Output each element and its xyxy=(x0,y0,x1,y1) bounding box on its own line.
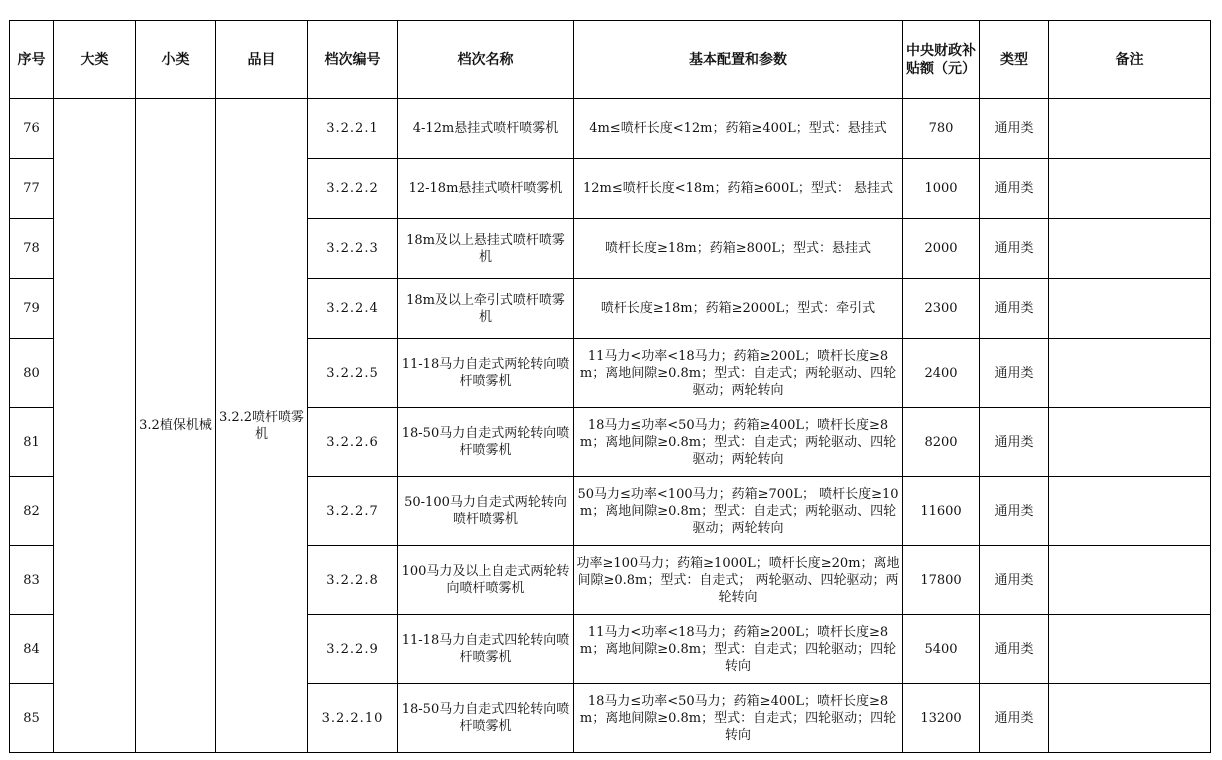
row-type: 通用类 xyxy=(980,408,1049,477)
row-subsidy: 2400 xyxy=(903,339,980,408)
row-grade-name: 18m及以上牵引式喷杆喷雾机 xyxy=(398,279,574,339)
row-grade-code: 3.2.2.8 xyxy=(308,546,398,615)
row-subsidy: 5400 xyxy=(903,615,980,684)
row-note xyxy=(1049,99,1211,159)
row-spec: 11马力<功率<18马力；药箱≥200L；喷杆长度≥8m；离地间隙≥0.8m；型式：自走式；四轮驱动；四轮转向 xyxy=(574,615,903,684)
row-grade-name: 18-50马力自走式四轮转向喷杆喷雾机 xyxy=(398,684,574,753)
row-note xyxy=(1049,339,1211,408)
row-grade-code: 3.2.2.10 xyxy=(308,684,398,753)
row-grade-code: 3.2.2.1 xyxy=(308,99,398,159)
header-major-category: 大类 xyxy=(54,21,136,99)
row-type: 通用类 xyxy=(980,279,1049,339)
row-note xyxy=(1049,546,1211,615)
row-subsidy: 17800 xyxy=(903,546,980,615)
row-type: 通用类 xyxy=(980,684,1049,753)
row-grade-name: 50-100马力自走式两轮转向喷杆喷雾机 xyxy=(398,477,574,546)
row-grade-code: 3.2.2.6 xyxy=(308,408,398,477)
row-type: 通用类 xyxy=(980,159,1049,219)
row-type: 通用类 xyxy=(980,615,1049,684)
row-grade-name: 4-12m悬挂式喷杆喷雾机 xyxy=(398,99,574,159)
header-subsidy: 中央财政补贴额（元） xyxy=(903,21,980,99)
row-grade-name: 18m及以上悬挂式喷杆喷雾机 xyxy=(398,219,574,279)
table-row xyxy=(10,99,1211,159)
row-grade-code: 3.2.2.2 xyxy=(308,159,398,219)
row-spec: 喷杆长度≥18m；药箱≥2000L；型式：牵引式 xyxy=(574,279,903,339)
header-item: 品目 xyxy=(216,21,308,99)
row-spec: 喷杆长度≥18m；药箱≥800L；型式：悬挂式 xyxy=(574,219,903,279)
row-grade-name: 12-18m悬挂式喷杆喷雾机 xyxy=(398,159,574,219)
row-subsidy: 2300 xyxy=(903,279,980,339)
row-grade-code: 3.2.2.5 xyxy=(308,339,398,408)
row-subsidy: 1000 xyxy=(903,159,980,219)
row-seq: 84 xyxy=(10,615,54,684)
row-note xyxy=(1049,477,1211,546)
row-grade-name: 100马力及以上自走式两轮转向喷杆喷雾机 xyxy=(398,546,574,615)
header-grade-name: 档次名称 xyxy=(398,21,574,99)
sub-category-cell: 3.2植保机械 xyxy=(136,99,216,753)
row-subsidy: 2000 xyxy=(903,219,980,279)
row-seq: 82 xyxy=(10,477,54,546)
major-category-cell xyxy=(54,99,136,753)
row-type: 通用类 xyxy=(980,339,1049,408)
row-spec: 18马力≤功率<50马力；药箱≥400L；喷杆长度≥8m；离地间隙≥0.8m；型式：自走式；两轮驱动、四轮驱动；两轮转向 xyxy=(574,408,903,477)
item-cell: 3.2.2喷杆喷雾机 xyxy=(216,99,308,753)
row-grade-code: 3.2.2.4 xyxy=(308,279,398,339)
row-grade-code: 3.2.2.9 xyxy=(308,615,398,684)
row-seq: 80 xyxy=(10,339,54,408)
row-note xyxy=(1049,279,1211,339)
header-grade-code: 档次编号 xyxy=(308,21,398,99)
row-grade-name: 11-18马力自走式两轮转向喷杆喷雾机 xyxy=(398,339,574,408)
row-type: 通用类 xyxy=(980,477,1049,546)
row-seq: 78 xyxy=(10,219,54,279)
row-subsidy: 13200 xyxy=(903,684,980,753)
row-grade-code: 3.2.2.7 xyxy=(308,477,398,546)
header-row xyxy=(10,21,1211,99)
row-subsidy: 780 xyxy=(903,99,980,159)
header-seq: 序号 xyxy=(10,21,54,99)
row-spec: 50马力≤功率<100马力；药箱≥700L； 喷杆长度≥10m；离地间隙≥0.8m；型式：自走式；两轮驱动、四轮驱动；两轮转向 xyxy=(574,477,903,546)
row-seq: 77 xyxy=(10,159,54,219)
row-type: 通用类 xyxy=(980,219,1049,279)
row-grade-code: 3.2.2.3 xyxy=(308,219,398,279)
row-type: 通用类 xyxy=(980,546,1049,615)
row-grade-name: 11-18马力自走式四轮转向喷杆喷雾机 xyxy=(398,615,574,684)
row-spec: 4m≤喷杆长度<12m；药箱≥400L；型式：悬挂式 xyxy=(574,99,903,159)
header-spec: 基本配置和参数 xyxy=(574,21,903,99)
row-spec: 功率≥100马力；药箱≥1000L；喷杆长度≥20m；离地间隙≥0.8m；型式：自走式； 两轮驱动、四轮驱动；两轮转向 xyxy=(574,546,903,615)
row-note xyxy=(1049,684,1211,753)
row-seq: 79 xyxy=(10,279,54,339)
row-seq: 81 xyxy=(10,408,54,477)
row-subsidy: 11600 xyxy=(903,477,980,546)
row-note xyxy=(1049,159,1211,219)
row-spec: 18马力≤功率<50马力；药箱≥400L；喷杆长度≥8m；离地间隙≥0.8m；型式：自走式；四轮驱动；四轮转向 xyxy=(574,684,903,753)
header-sub-category: 小类 xyxy=(136,21,216,99)
row-seq: 85 xyxy=(10,684,54,753)
row-note xyxy=(1049,615,1211,684)
row-spec: 11马力<功率<18马力；药箱≥200L；喷杆长度≥8m；离地间隙≥0.8m；型式：自走式；两轮驱动、四轮驱动；两轮转向 xyxy=(574,339,903,408)
row-seq: 76 xyxy=(10,99,54,159)
row-note xyxy=(1049,408,1211,477)
row-spec: 12m≤喷杆长度<18m；药箱≥600L；型式： 悬挂式 xyxy=(574,159,903,219)
row-note xyxy=(1049,219,1211,279)
row-seq: 83 xyxy=(10,546,54,615)
row-type: 通用类 xyxy=(980,99,1049,159)
header-type: 类型 xyxy=(980,21,1049,99)
header-note: 备注 xyxy=(1049,21,1211,99)
subsidy-table xyxy=(9,20,1211,753)
row-subsidy: 8200 xyxy=(903,408,980,477)
row-grade-name: 18-50马力自走式两轮转向喷杆喷雾机 xyxy=(398,408,574,477)
